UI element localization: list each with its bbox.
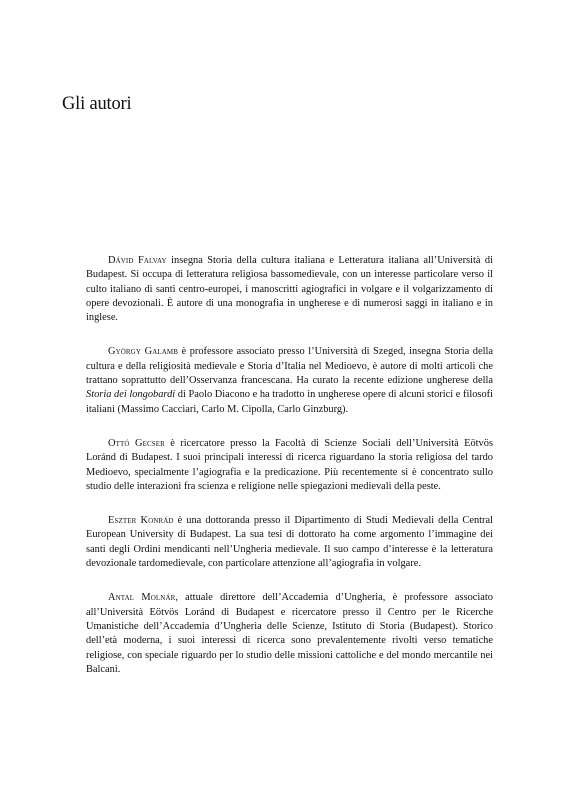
author-bios [86,254,493,697]
bio-text: insegna Storia della cultura italiana e Letteratura italiana all’Università di Budapest. Si occupa di letteratura religiosa bassomedievale, con un interesse particolare verso il culto italiano di santi centro-europei, i manoscritti agiografici in volgare e il volgarizzamento di opere devozionali. È autore di una monografia in ungherese e di numerosi saggi in italiano e in inglese. [86,255,493,324]
author-name: Ottó Gecser [108,437,165,449]
author-name: György Galamb [108,346,179,358]
book-title: Storia dei longobardi [86,389,176,401]
author-bio-galamb [86,345,493,416]
author-bio-konrad [86,514,493,571]
author-bio-gecser [86,437,493,494]
author-name: Eszter Konrád [108,515,174,527]
bio-text: è professore associato presso l’Università di Szeged, insegna Storia della cultura e della religiosità medievale e Storia d’Italia nel Medioevo, è autore di molti articoli che trattano soprattutto dell’Osservanza francescana. Ha curato la recente edizione ungherese della [86,346,493,387]
author-bio-falvay [86,254,493,325]
bio-text: , attuale direttore dell’Accademia d’Ungheria, è professore associato all’Università Eötvös Loránd di Budapest e ricercatore presso il Centro per le Ricerche Umanistiche dell’Accademia d’Ungheria delle Scienze, Istituto di Storia (Budapest). Storico dell’età moderna, i suoi interessi di ricerca sono prevalentemente rivolti verso tematiche religiose, con speciale riguardo per lo studio delle missioni cattoliche e del mondo mercantile nei Balcani. [86,592,493,675]
author-name: Dávid Falvay [108,255,167,266]
author-name: Antal Molnár [108,592,176,604]
author-bio-molnar [86,591,493,677]
bio-text: è ricercatore presso la Facoltà di Scienze Sociali dell’Università Eötvös Loránd di Budapest. I suoi principali interessi di ricerca riguardano la storia religiosa del tardo Medioevo, specialmente l’agiografia e la predicazione. Più recentemente si è concentrato sullo studio delle interazioni fra scienza e religione nelle spiegazioni medievali della peste. [86,437,493,492]
bio-text: è una dottoranda presso il Dipartimento di Studi Medievali della Central European University di Budapest. La sua tesi di dottorato ha come argomento l’immagine dei santi degli Ordini mendicanti nell’Ungheria medievale. Il suo campo d’interesse è la letteratura devozionale tardomedievale, con particolare attenzione all’agiografia in volgare. [86,515,494,570]
page-title: Gli autori [62,94,132,114]
bio-text-continued: di Paolo Diacono e ha tradotto in ungherese opere di alcuni storici e filosofi italiani (Massimo Cacciari, Carlo M. Cipolla, Carlo Ginzburg). [86,389,493,415]
